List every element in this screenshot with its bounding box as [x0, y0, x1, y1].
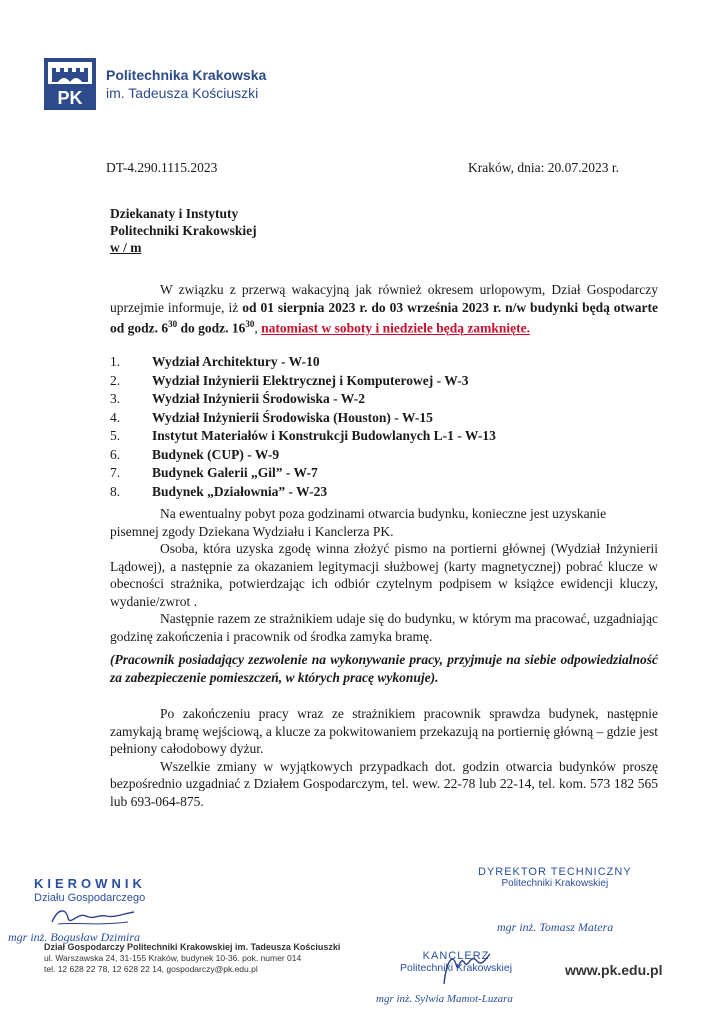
- paragraph-italic: (Pracownik posiadający zezwolenie na wykonywanie pracy, przyjmuje na siebie odpowiedzialność za zabezpieczenie pomieszczeń, w których pracę wykonuje).: [110, 652, 658, 685]
- list-item: [110, 483, 496, 502]
- paragraph-permission: Na ewentualny pobyt poza godzinami otwarcia budynku, konieczne jest uzyskanie: [160, 506, 607, 521]
- kierownik-subtitle: Działu Gospodarczego: [34, 892, 146, 904]
- list-item: [110, 390, 496, 409]
- intro-text-2: ,: [254, 320, 262, 336]
- document-reference: DT-4.290.1115.2023: [106, 160, 218, 175]
- paragraph-after-work: Po zakończeniu pracy wraz ze strażnikiem pracownik sprawdza budynek, następnie zamykają bramę wejściową, a klucze za pokwitowaniem przekazują na portiernię główną – gdzie jest pełniony całodobowy dyżur.: [110, 706, 659, 756]
- list-item: [110, 353, 496, 372]
- place-date: Kraków, dnia: 20.07.2023 r.: [468, 160, 619, 175]
- footer-department: Dział Gospodarczy Politechniki Krakowskiej im. Tadeusza Kościuszki: [44, 942, 341, 952]
- list-item-text: Wydział Architektury - W-10: [152, 354, 320, 369]
- list-item-text: Wydział Inżynierii Środowiska - W-2: [152, 391, 366, 406]
- list-item: [110, 409, 496, 428]
- list-item-text: Budynek Galerii „Gil” - W-7: [152, 465, 318, 480]
- chancellor-name: mgr inż. Sylwia Mamot-Luzara: [376, 993, 513, 1005]
- paragraph-contact: Wszelkie zmiany w wyjątkowych przypadkach dot. godzin otwarcia budynków proszę bezpośrednio uzgadniać z Działem Gospodarczym, tel. wew. 22-78 lub 22-14, tel. kom. 573 182 565 lub 693-064-875.: [110, 758, 658, 809]
- chancellor-signature: [434, 944, 494, 999]
- list-item-number: 5.: [110, 428, 121, 443]
- addressee-line3: w / m: [110, 240, 142, 255]
- intro-sup-2: 30: [245, 319, 255, 329]
- list-item-number: 1.: [110, 354, 121, 369]
- list-item-number: 8.: [110, 483, 121, 499]
- intro-paragraph: [110, 281, 658, 337]
- list-item-number: 3.: [110, 391, 121, 406]
- list-item-text: Instytut Materiałów i Konstrukcji Budowlanych L-1 - W-13: [152, 428, 496, 443]
- list-item-number: 7.: [110, 465, 121, 480]
- list-item: [110, 427, 496, 446]
- procedure-paragraphs: [110, 505, 658, 645]
- closing-paragraphs: [110, 705, 658, 810]
- intro-bold-hours: do godz. 16: [177, 320, 246, 336]
- university-patron: im. Tadeusza Kościuszki: [106, 85, 259, 101]
- website-link[interactable]: www.pk.edu.pl: [565, 962, 663, 978]
- pk-logo: [44, 58, 96, 110]
- list-item-number: 6.: [110, 446, 121, 462]
- list-item-text: Wydział Inżynierii Elektrycznej i Komputerowej - W-3: [152, 372, 469, 388]
- list-item: [110, 464, 496, 483]
- footer-address: [44, 942, 340, 975]
- kierownik-title: KIEROWNIK: [34, 876, 146, 891]
- kierownik-name: mgr inż. Bogusław Dzimira: [8, 930, 141, 944]
- list-item-number: 2.: [110, 372, 121, 388]
- weekend-closed-notice: natomiast w soboty i niedziele będą zamknięte.: [261, 320, 531, 336]
- paragraph-guard: Następnie razem ze strażnikiem udaje się do budynku, w którym ma pracować, uzgadniając godzinę zakończenia i pracownik od środka zamyka bramę.: [110, 611, 658, 644]
- italic-note: [110, 651, 658, 686]
- list-item-text: Budynek (CUP) - W-9: [152, 446, 280, 462]
- intro-bold-dates: od 01 sierpnia 2023 r. do 03 września 2023 r. n/w budynki będą otwarte od godz. 6: [110, 299, 659, 336]
- list-item: [110, 372, 496, 391]
- kierownik-stamp: [34, 876, 146, 904]
- logo-letters: PK: [57, 88, 83, 108]
- list-item-text: Budynek „Działownia” - W-23: [152, 483, 328, 499]
- chancellor-subtitle: Politechniki Krakowskiej: [400, 962, 513, 974]
- university-name-block: [106, 66, 266, 102]
- paragraph-permission-cont: pisemnej zgody Dziekana Wydziału i Kanclerza PK.: [110, 523, 394, 539]
- list-item-text: Wydział Inżynierii Środowiska (Houston) - W-15: [152, 409, 433, 425]
- intro-sup-1: 30: [168, 319, 178, 329]
- footer-street: ul. Warszawska 24, 31-155 Kraków, budynek 10-36. pok. numer 014: [44, 953, 302, 963]
- addressee-line2: Politechniki Krakowskiej: [110, 223, 257, 238]
- footer-contact: tel. 12 628 22 78, 12 628 22 14, gospodarczy@pk.edu.pl: [44, 964, 258, 974]
- list-item: [110, 446, 496, 465]
- addressee: [110, 205, 257, 256]
- buildings-list: [110, 353, 496, 501]
- director-title: DYREKTOR TECHNICZNY: [478, 866, 632, 878]
- addressee-line1: Dziekanaty i Instytuty: [110, 206, 239, 221]
- paragraph-person: Osoba, która uzyska zgodę winna złożyć pismo na portierni głównej (Wydział Inżynierii Lądowej), a następnie za okazaniem legitymacji służbowej (karty magnetycznej) pobrać klucze w obecności strażnika, potwierdzając ich odbiór czytelnym podpisem w książce ewidencji kluczy, wydanie/zwrot .: [110, 541, 658, 609]
- university-name: Politechnika Krakowska: [106, 67, 267, 83]
- director-stamp: [478, 866, 632, 889]
- intro-text-1: W związku z przerwą wakacyjną jak również okresem urlopowym, Dział Gospodarczy uprzejmie informuje, iż: [110, 282, 658, 315]
- chancellor-title: KANCLERZ: [422, 950, 490, 962]
- director-subtitle: Politechniki Krakowskiej: [501, 878, 609, 889]
- director-name: mgr inż. Tomasz Matera: [497, 920, 614, 934]
- list-item-number: 4.: [110, 409, 121, 425]
